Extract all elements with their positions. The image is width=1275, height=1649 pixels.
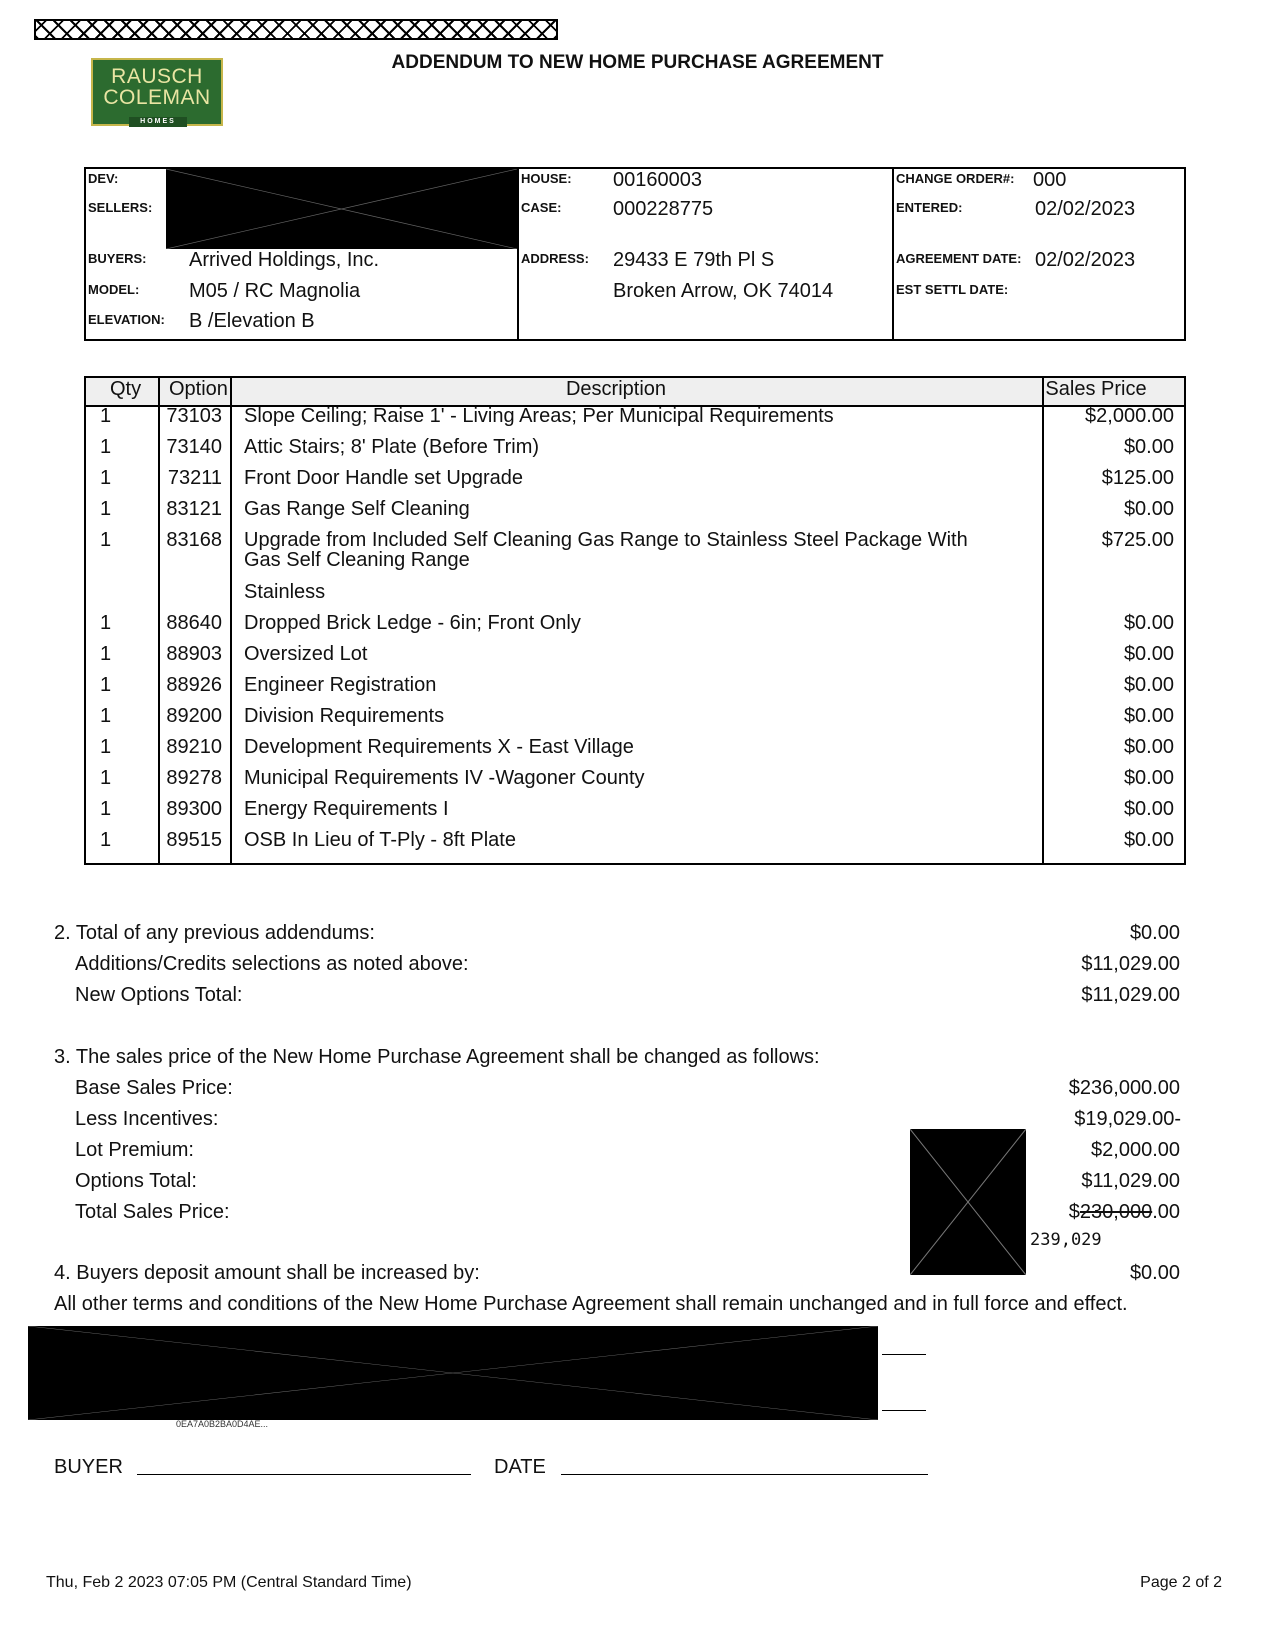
lot-premium-label: Lot Premium: [75,1139,194,1161]
address-line-1: 29433 E 79th Pl S [613,249,775,271]
total-sales-price-label: Total Sales Price: [75,1201,230,1223]
row-qty: 1 [100,705,112,727]
row-price: $0.00 [1123,798,1174,820]
deposit-label: 4. Buyers deposit amount shall be increased by: [54,1262,480,1284]
row-description: Municipal Requirements IV -Wagoner County [244,767,645,789]
redacted-sellers [166,169,517,249]
table-row [86,674,1184,705]
logo-line-1: RAUSCH [111,65,203,88]
model-value: M05 / RC Magnolia [189,280,361,302]
deposit-value: $0.00 [1129,1262,1180,1284]
house-label: HOUSE: [521,171,572,186]
row-description: Oversized Lot [244,643,368,665]
docusign-envelope-id: 0EA7A0B2BA0D4AE... [176,1419,269,1429]
row-description-cont: Gas Self Cleaning Range [244,549,470,571]
row-option: 89210 [166,736,222,758]
entered-label: ENTERED: [896,200,963,215]
header-sales-price: Sales Price [1045,378,1147,400]
table-row [86,798,1184,829]
signature-line [882,1410,926,1411]
entered-value: 02/02/2023 [1035,198,1136,220]
header-option: Option [169,378,228,400]
row-qty: 1 [100,467,112,489]
handwritten-total: 239,029 [1030,1230,1102,1250]
change-order-label: CHANGE ORDER#: [896,171,1015,186]
buyer-signature-line[interactable] [137,1474,471,1475]
table-header [86,378,1184,407]
row-qty: 1 [100,767,112,789]
new-options-total-value: $11,029.00 [1081,984,1180,1006]
table-row [86,767,1184,798]
row-option: 73103 [166,405,222,427]
house-value: 00160003 [613,169,702,191]
est-settl-date-label: EST SETTL DATE: [896,282,1009,297]
row-description: Engineer Registration [244,674,437,696]
row-description: Gas Range Self Cleaning [244,498,470,520]
additions-label: Additions/Credits selections as noted above: [75,953,469,975]
elevation-value: B /Elevation B [189,310,315,332]
total-sales-price-struck: 230,000 [1079,1201,1153,1223]
row-price: $0.00 [1123,674,1174,696]
table-row [86,405,1184,436]
row-qty: 1 [100,643,112,665]
row-qty: 1 [100,736,112,758]
total-sales-price-value [1069,1201,1180,1224]
case-label: CASE: [521,200,562,215]
footer-timestamp: Thu, Feb 2 2023 07:05 PM (Central Standard Time) [46,1574,412,1591]
row-price: $0.00 [1123,612,1174,634]
table-row [86,498,1184,529]
row-description: Upgrade from Included Self Cleaning Gas Range to Stainless Steel Package With [244,529,968,551]
row-option: 88926 [166,674,222,696]
row-description: OSB In Lieu of T-Ply - 8ft Plate [244,829,516,851]
model-label: MODEL: [88,282,140,297]
redacted-signatures [28,1326,878,1420]
agreement-date-value: 02/02/2023 [1035,249,1136,271]
row-price: $2,000.00 [1085,405,1174,427]
buyers-label: BUYERS: [88,251,147,266]
row-description: Front Door Handle set Upgrade [244,467,524,489]
row-qty: 1 [100,529,112,551]
table-row [86,581,1184,612]
header-description: Description [565,378,667,400]
base-sales-price-value: $236,000.00 [1068,1077,1180,1099]
sales-price-intro: 3. The sales price of the New Home Purchase Agreement shall be changed as follows: [54,1046,820,1068]
row-price: $125.00 [1101,467,1174,489]
case-value: 000228775 [613,198,714,220]
row-description: Slope Ceiling; Raise 1' - Living Areas; Per Municipal Requirements [244,405,834,427]
lot-premium-value: $2,000.00 [1091,1139,1180,1161]
row-price: $0.00 [1123,498,1174,520]
prev-addendums-label: 2. Total of any previous addendums: [54,922,375,944]
date-line[interactable] [561,1474,928,1475]
row-qty: 1 [100,436,112,458]
row-option: 89278 [166,767,222,789]
logo-line-3: HOMES [129,117,187,127]
base-sales-price-label: Base Sales Price: [75,1077,233,1099]
header-qty: Qty [110,378,142,400]
row-option: 89300 [166,798,222,820]
row-price: $0.00 [1123,829,1174,851]
additions-value: $11,029.00 [1081,953,1180,975]
row-option: 89515 [166,829,222,851]
options-table [84,376,1186,865]
table-row [86,529,1184,581]
prev-addendums-value: $0.00 [1129,922,1180,944]
redaction-bar-top [34,19,558,40]
redacted-initials [910,1129,1026,1275]
row-price: $725.00 [1101,529,1174,551]
page-title: ADDENDUM TO NEW HOME PURCHASE AGREEMENT [391,52,884,73]
row-option: 73211 [167,467,222,489]
row-price: $0.00 [1123,705,1174,727]
dev-label: DEV: [88,171,119,186]
table-row [86,736,1184,767]
total-sales-price-suffix: .00 [1152,1201,1180,1223]
row-option: 89200 [166,705,222,727]
table-row [86,643,1184,674]
signature-line [882,1354,926,1355]
table-row [86,705,1184,736]
row-qty: 1 [100,405,112,427]
row-option: 83168 [166,529,222,551]
row-qty: 1 [100,498,112,520]
date-label: DATE [494,1456,546,1478]
agreement-info-box [84,167,1186,341]
table-row [86,436,1184,467]
elevation-label: ELEVATION: [88,312,165,327]
row-description: Dropped Brick Ledge - 6in; Front Only [244,612,581,634]
row-option: 83121 [166,498,222,520]
less-incentives-value: $19,029.00- [1074,1108,1181,1130]
row-option: 88903 [166,643,222,665]
new-options-total-label: New Options Total: [75,984,243,1006]
change-order-value: 000 [1033,169,1067,191]
table-row [86,612,1184,643]
footer-page-number: Page 2 of 2 [1140,1574,1222,1591]
table-row [86,467,1184,498]
address-label: ADDRESS: [521,251,589,266]
row-description: Development Requirements X - East Village [244,736,634,758]
total-sales-price-prefix: $ [1068,1201,1080,1223]
row-option: 73140 [166,436,222,458]
buyers-value: Arrived Holdings, Inc. [189,249,380,271]
options-total-label: Options Total: [75,1170,197,1192]
sellers-label: SELLERS: [88,200,153,215]
row-qty: 1 [100,612,112,634]
row-qty: 1 [100,674,112,696]
row-price: $0.00 [1123,767,1174,789]
address-line-2: Broken Arrow, OK 74014 [613,280,834,302]
row-qty: 1 [100,798,112,820]
row-qty: 1 [100,829,112,851]
table-row [86,829,1184,860]
row-description: Division Requirements [244,705,445,727]
info-divider [892,169,894,339]
logo-line-2: COLEMAN [103,86,211,109]
options-total-value: $11,029.00 [1081,1170,1180,1192]
row-description: Stainless [244,581,326,603]
buyer-label: BUYER [54,1456,123,1478]
less-incentives-label: Less Incentives: [75,1108,219,1130]
row-description: Attic Stairs; 8' Plate (Before Trim) [244,436,540,458]
agreement-date-label: AGREEMENT DATE: [896,251,1022,266]
terms-statement: All other terms and conditions of the New Home Purchase Agreement shall remain unchanged and in full force and effect. [54,1293,1128,1315]
row-description: Energy Requirements I [244,798,449,820]
row-option: 88640 [166,612,222,634]
row-price: $0.00 [1123,736,1174,758]
row-price: $0.00 [1123,436,1174,458]
info-divider [517,169,519,339]
row-price: $0.00 [1123,643,1174,665]
